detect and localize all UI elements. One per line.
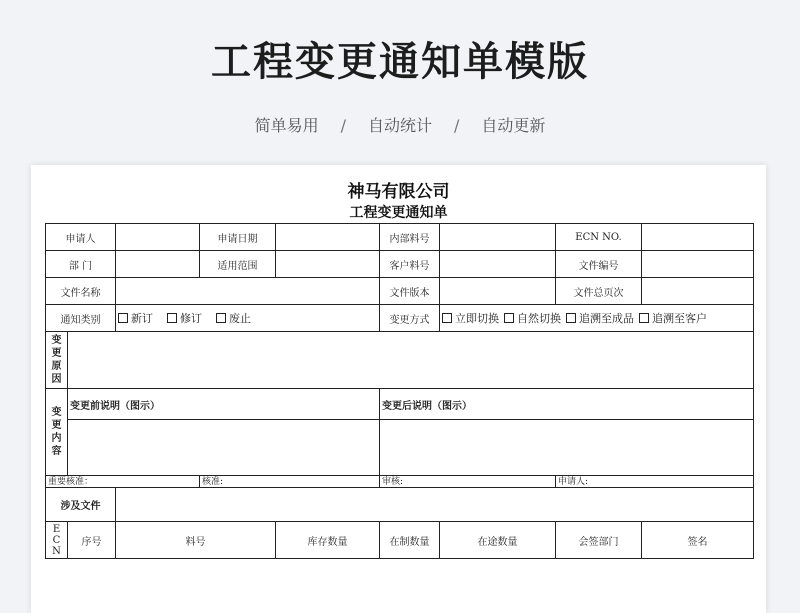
approval-label: 核准: <box>200 476 380 488</box>
page-title: 工程变更通知单模版 <box>211 39 589 85</box>
tag-auto-stats: 自动统计 <box>367 116 432 135</box>
company-name: 神马有限公司 <box>347 182 450 202</box>
ecn-no-field[interactable] <box>642 224 754 251</box>
checkbox-icon <box>442 313 452 323</box>
method-option-trace-product[interactable]: 追溯至成品 <box>566 310 634 326</box>
apply-date-label: 申请日期 <box>200 224 276 251</box>
checkbox-icon <box>118 313 128 323</box>
applicant-signature-label: 申请人: <box>556 476 754 488</box>
department-label: 部 门 <box>46 251 116 278</box>
scope-field[interactable] <box>276 251 380 278</box>
form-row <box>46 389 754 420</box>
change-content-label: 变 更 内 容 <box>46 389 68 476</box>
method-option-natural[interactable]: 自然切换 <box>504 310 561 326</box>
after-change-field[interactable] <box>380 420 754 476</box>
before-change-field[interactable] <box>68 420 380 476</box>
internal-part-field[interactable] <box>440 224 556 251</box>
total-pages-field[interactable] <box>642 278 754 305</box>
feature-tags <box>0 113 800 136</box>
file-number-label: 文件编号 <box>556 251 642 278</box>
customer-part-label: 客户料号 <box>380 251 440 278</box>
department-field[interactable] <box>116 251 200 278</box>
ecn-col-seq: 序号 <box>68 522 116 559</box>
notice-type-options <box>116 305 380 332</box>
tag-auto-update: 自动更新 <box>481 116 546 135</box>
ecn-col-dept: 会签部门 <box>556 522 642 559</box>
form-row <box>46 278 754 305</box>
checkbox-icon <box>639 313 649 323</box>
ecn-header-row <box>46 522 754 559</box>
notice-option-abolish[interactable]: 废止 <box>216 310 251 326</box>
checkbox-icon <box>167 313 177 323</box>
form-row <box>46 332 754 389</box>
method-option-immediate[interactable]: 立即切换 <box>442 310 499 326</box>
file-version-label: 文件版本 <box>380 278 440 305</box>
tag-separator: / <box>454 116 460 135</box>
applicant-label: 申请人 <box>46 224 116 251</box>
ecn-col-stock: 库存数量 <box>276 522 380 559</box>
change-method-options <box>440 305 754 332</box>
applicant-field[interactable] <box>116 224 200 251</box>
form-row <box>46 488 754 522</box>
notice-option-revise[interactable]: 修订 <box>167 310 202 326</box>
ecn-no-label: ECN NO. <box>556 224 642 251</box>
file-number-field[interactable] <box>642 251 754 278</box>
checkbox-icon <box>216 313 226 323</box>
internal-part-label: 内部料号 <box>380 224 440 251</box>
change-method-label: 变更方式 <box>380 305 440 332</box>
checkbox-icon <box>504 313 514 323</box>
ecn-col-transit: 在途数量 <box>440 522 556 559</box>
change-reason-field[interactable] <box>68 332 754 389</box>
file-version-field[interactable] <box>440 278 556 305</box>
apply-date-field[interactable] <box>276 224 380 251</box>
signature-row <box>46 476 754 488</box>
form-row <box>46 251 754 278</box>
before-change-label: 变更前说明（图示） <box>68 389 380 420</box>
checkbox-icon <box>566 313 576 323</box>
method-option-trace-customer[interactable]: 追溯至客户 <box>639 310 707 326</box>
scope-label: 适用范围 <box>200 251 276 278</box>
ecn-label: E C N <box>46 522 68 559</box>
form-row <box>46 224 754 251</box>
involved-files-label: 涉及文件 <box>46 488 116 522</box>
ecn-col-wip: 在制数量 <box>380 522 440 559</box>
important-approval-label: 重要核准： <box>46 476 200 488</box>
tag-separator: / <box>340 116 346 135</box>
customer-part-field[interactable] <box>440 251 556 278</box>
form-sheet <box>31 165 766 613</box>
notice-option-new[interactable]: 新订 <box>118 310 153 326</box>
file-name-field[interactable] <box>116 278 380 305</box>
form-row <box>46 420 754 476</box>
change-reason-label: 变 更 原 因 <box>46 332 68 389</box>
notice-type-label: 通知类别 <box>46 305 116 332</box>
involved-files-field[interactable] <box>116 488 754 522</box>
tag-easy: 简单易用 <box>254 116 319 135</box>
ecn-col-part-no: 料号 <box>116 522 276 559</box>
form-row <box>46 305 754 332</box>
review-label: 审核: <box>380 476 556 488</box>
form-title: 工程变更通知单 <box>349 205 448 221</box>
total-pages-label: 文件总页次 <box>556 278 642 305</box>
file-name-label: 文件名称 <box>46 278 116 305</box>
ecn-col-signature: 签名 <box>642 522 754 559</box>
ecn-form-table <box>45 223 754 559</box>
after-change-label: 变更后说明（图示） <box>380 389 754 420</box>
